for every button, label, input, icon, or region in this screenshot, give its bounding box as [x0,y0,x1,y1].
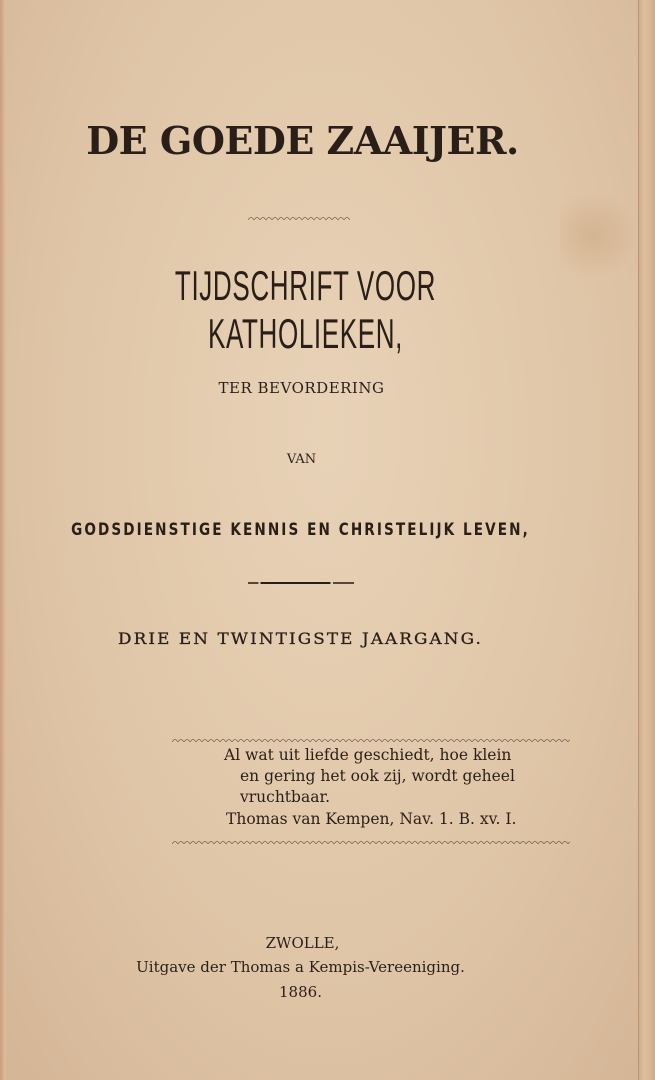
page-edge-right [638,0,655,1080]
topic-line: GODSDIENSTIGE KENNIS EN CHRISTELIJK LEVEN, [71,520,530,540]
journal-title: DE GOEDE ZAAIJER. [86,118,519,163]
epigraph-top-rule [172,736,570,742]
connector-word: VAN [286,452,317,467]
purpose-line: TER BEVORDERING [218,379,385,397]
epigraph [224,745,584,830]
volume-line: DRIE EN TWINTIGSTE JAARGANG. [118,629,483,648]
imprint-year: 1886. [279,983,322,1001]
imprint-place: ZWOLLE, [265,934,340,952]
decorative-rule [248,582,354,584]
imprint-publisher: Uitgave der Thomas a Kempis-Vereeniging. [136,958,465,976]
epigraph-attribution: Thomas van Kempen, Nav. 1. B. xv. I. [226,810,517,828]
epigraph-line: en gering het ook zij, wordt geheel [240,767,515,785]
epigraph-bottom-rule [172,838,570,844]
epigraph-line: vruchtbaar. [240,788,331,806]
paper-stain [560,190,640,280]
journal-subtitle: TIJDSCHRIFT VOOR KATHOLIEKEN, [174,262,437,357]
wavy-rule-ornament [248,214,350,220]
epigraph-line: Al wat uit liefde geschiedt, hoe klein [224,746,512,764]
